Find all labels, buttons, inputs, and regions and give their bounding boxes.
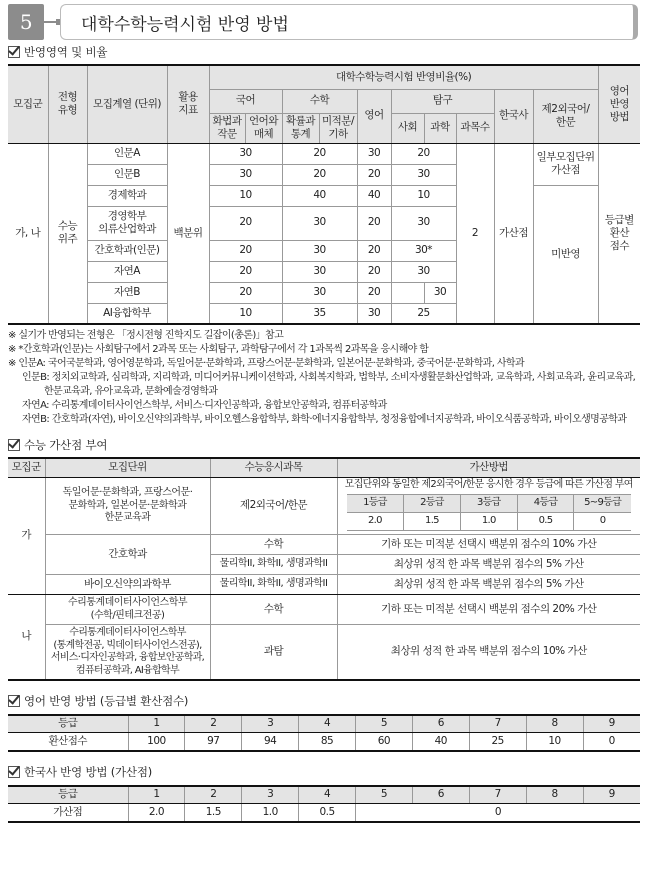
unit-cell: AI융합학부 (87, 303, 167, 324)
score-cell: 25 (469, 732, 526, 751)
count-cell: 2 (456, 143, 494, 324)
english-cell: 20 (357, 261, 391, 282)
grade-header: 8 (526, 786, 583, 803)
score-cell: 40 (412, 732, 469, 751)
note: 인문B: 정치외교학과, 심리학과, 지리학과, 미디어커뮤니케이션학과, 사회복지학과, 법학부, 소비자생활문화산업학과, 교육학과, 사회교육과, 윤리교육과, (22, 372, 636, 383)
bonus-table (8, 457, 640, 681)
checkbox-icon (8, 695, 20, 707)
unit-cell: 수리통계데이터사이언스학부 (수학/핀테크전공) (45, 595, 210, 625)
english-cell: 30 (357, 143, 391, 164)
foreign-cell-b: 미반영 (533, 185, 598, 324)
method-text: 모집단위와 동일한 제2외국어/한문 응시한 경우 등급에 따른 가산점 부여 (344, 478, 633, 490)
science-cell: 30 (424, 282, 456, 303)
index-cell: 백분위 (167, 143, 209, 324)
korean-cell: 20 (209, 206, 282, 240)
note: ※ 인문A: 국어국문학과, 영어영문학과, 독일어문·문화학과, 프랑스어문·문화학과, 일본어문·문화학과, 중국어문·문화학과, 사학과 (8, 358, 525, 369)
header-index: 활용 지표 (167, 65, 209, 143)
grade-header: 8 (526, 715, 583, 732)
math-cell: 30 (282, 282, 357, 303)
method-cell: 기하 또는 미적분 선택시 백분위 점수의 10% 가산 (337, 535, 640, 555)
eng-method-cell: 등급별 환산 점수 (598, 143, 640, 324)
section-label: 한국사 반영 방법 (가산점) (24, 765, 153, 779)
unit-cell: 자연B (87, 282, 167, 303)
score-cell: 97 (185, 732, 242, 751)
section-heading-ratio (8, 44, 640, 60)
subject-cell: 수학 (210, 595, 337, 625)
math-cell: 30 (282, 206, 357, 240)
history-score-table (8, 785, 640, 823)
table-row (8, 143, 640, 164)
note: ※ *간호학과(인문)는 사회탐구에서 2과목 또는 사회탐구, 과학탐구에서 각 1과목씩 2과목을 응시해야 함 (8, 344, 429, 355)
note: ※ 실기가 반영되는 전형은 「정시전형 진학지도 길잡이(총론)」참고 (8, 330, 284, 341)
grade-point: 0.5 (517, 513, 574, 531)
subject-cell: 물리학II, 화학II, 생명과학II (210, 575, 337, 595)
type-cell: 수능 위주 (48, 143, 87, 324)
section-number: 5 (8, 4, 44, 40)
grade-header: 7 (469, 715, 526, 732)
grade-header: 2 (185, 786, 242, 803)
unit-cell: 간호학과(인문) (87, 240, 167, 261)
checkbox-icon (8, 46, 20, 58)
korean-cell: 20 (209, 240, 282, 261)
score-cell: 94 (242, 732, 299, 751)
note: 한문교육과, 유아교육과, 문화예술경영학과 (44, 386, 218, 397)
grade-header: 3등급 (460, 495, 517, 513)
header-math: 수학 (282, 89, 357, 113)
grade-header: 4 (299, 786, 356, 803)
grade-header: 5~9등급 (574, 495, 631, 513)
method-cell: 최상위 성적 한 과목 백분위 점수의 5% 가산 (337, 575, 640, 595)
math-cell: 35 (282, 303, 357, 324)
header-field: 모집계열 (단위) (87, 65, 167, 143)
score-cell: 1.0 (242, 803, 299, 822)
header-kor2: 언어와 매체 (245, 113, 282, 143)
section-title-bar (8, 4, 638, 40)
checkbox-icon (8, 439, 20, 451)
header-korean: 국어 (209, 89, 282, 113)
score-cell: 1.5 (185, 803, 242, 822)
korean-cell: 10 (209, 185, 282, 206)
header-subject: 수능응시과목 (210, 458, 337, 477)
score-cell: 0 (583, 732, 640, 751)
method-cell: 최상위 성적 한 과목 백분위 점수의 5% 가산 (337, 555, 640, 575)
table-row (8, 625, 640, 681)
grade-point: 1.5 (404, 513, 461, 531)
table-row (8, 185, 640, 206)
section-label: 수능 가산점 부여 (24, 438, 108, 452)
inquiry-cell: 30 (391, 261, 456, 282)
grade-header: 5 (356, 715, 413, 732)
grade-label: 등급 (8, 786, 128, 803)
subject-cell: 수학 (210, 535, 337, 555)
english-cell: 40 (357, 185, 391, 206)
inquiry-cell: 30 (391, 164, 456, 185)
subject-cell: 제2외국어/한문 (210, 477, 337, 535)
grade-header: 6 (412, 786, 469, 803)
english-cell: 20 (357, 206, 391, 240)
unit-cell: 바이오신약의과학부 (45, 575, 210, 595)
method-cell: 기하 또는 미적분 선택시 백분위 점수의 20% 가산 (337, 595, 640, 625)
page-title: 대학수학능력시험 반영 방법 (60, 4, 638, 40)
note: 자연B: 간호학과(자연), 바이오신약의과학부, 바이오헬스융합학부, 화학·에너지융합학부, 청정융합에너지공학과, 바이오식품공학과, 바이오생명공학과 (22, 414, 627, 425)
korean-cell: 10 (209, 303, 282, 324)
unit-cell: 경제학과 (87, 185, 167, 206)
english-cell: 30 (357, 303, 391, 324)
english-score-table (8, 714, 640, 752)
grade-header: 2 (185, 715, 242, 732)
header-foreign: 제2외국어/ 한문 (533, 89, 598, 143)
header-inquiry: 탐구 (391, 89, 494, 113)
header-ratio: 대학수학능력시험 반영비율(%) (209, 65, 598, 89)
korean-cell: 20 (209, 282, 282, 303)
english-cell: 20 (357, 164, 391, 185)
ratio-table (8, 64, 640, 325)
header-method: 가산방법 (337, 458, 640, 477)
note: 자연A: 수리통계데이터사이언스학부, 서비스·디자인공학과, 융합보안공학과, 컴퓨터공학과 (22, 400, 387, 411)
score-cell: 100 (128, 732, 185, 751)
grade-header: 4 (299, 715, 356, 732)
grade-header: 9 (583, 715, 640, 732)
section-heading-history (8, 764, 640, 780)
group-cell: 가 (8, 477, 45, 595)
section-label: 반영영역 및 비율 (24, 45, 108, 59)
checkbox-icon (8, 766, 20, 778)
table-row (8, 477, 640, 535)
grade-header: 3 (242, 786, 299, 803)
header-science: 과학 (424, 113, 456, 143)
unit-cell: 자연A (87, 261, 167, 282)
header-type: 전형 유형 (48, 65, 87, 143)
unit-cell: 독일어문·문화학과, 프랑스어문·문화학과, 일본어문·문화학과 한문교육과 (45, 477, 210, 535)
unit-cell: 경영학부 의류산업학과 (87, 206, 167, 240)
inquiry-cell: 20 (391, 143, 456, 164)
group-cell: 가, 나 (8, 143, 48, 324)
subject-cell: 과탐 (210, 625, 337, 681)
grade-point: 2.0 (347, 513, 404, 531)
korean-cell: 30 (209, 143, 282, 164)
korean-cell: 30 (209, 164, 282, 185)
header-english: 영어 (357, 89, 391, 143)
score-cell: 85 (299, 732, 356, 751)
score-cell: 60 (356, 732, 413, 751)
grade-label: 등급 (8, 715, 128, 732)
korean-cell: 20 (209, 261, 282, 282)
row-label: 환산점수 (8, 732, 128, 751)
score-cell: 10 (526, 732, 583, 751)
grade-point: 1.0 (460, 513, 517, 531)
section-heading-bonus (8, 437, 640, 453)
method-cell: 최상위 성적 한 과목 백분위 점수의 10% 가산 (337, 625, 640, 681)
unit-cell: 간호학과 (45, 535, 210, 575)
math-cell: 40 (282, 185, 357, 206)
unit-cell: 인문B (87, 164, 167, 185)
grade-header: 6 (412, 715, 469, 732)
grade-point: 0 (574, 513, 631, 531)
grade-header: 2등급 (404, 495, 461, 513)
table-row (8, 595, 640, 625)
score-cell: 0.5 (299, 803, 356, 822)
notes (8, 329, 640, 427)
score-cell-rest: 0 (356, 803, 641, 822)
grade-header: 5 (356, 786, 413, 803)
header-math1: 확률과 통계 (282, 113, 319, 143)
math-cell: 30 (282, 261, 357, 282)
grade-header: 4등급 (517, 495, 574, 513)
method-cell (337, 477, 640, 535)
unit-cell: 수리통계데이터사이언스학부 (통계학전공, 빅데이터사이언스전공), 서비스·디자인공학과, 융합보안공학과, 컴퓨터공학과, AI융합학부 (45, 625, 210, 681)
math-cell: 30 (282, 240, 357, 261)
grade-header: 1등급 (347, 495, 404, 513)
header-group: 모집군 (8, 458, 45, 477)
inquiry-cell: 10 (391, 185, 456, 206)
inquiry-cell: 30* (391, 240, 456, 261)
header-kor1: 화법과 작문 (209, 113, 245, 143)
english-cell: 20 (357, 282, 391, 303)
grade-header: 9 (583, 786, 640, 803)
group-cell: 나 (8, 595, 45, 681)
table-row (8, 535, 640, 555)
grade-header: 3 (242, 715, 299, 732)
math-cell: 20 (282, 143, 357, 164)
inquiry-cell: 30 (391, 206, 456, 240)
grade-header: 1 (128, 715, 185, 732)
connector (44, 21, 58, 23)
grade-bonus-table (347, 494, 631, 531)
grade-header: 7 (469, 786, 526, 803)
section-label: 영어 반영 방법 (등급별 환산점수) (24, 694, 189, 708)
header-group: 모집군 (8, 65, 48, 143)
social-cell-empty (391, 282, 424, 303)
score-cell: 2.0 (128, 803, 185, 822)
header-history: 한국사 (494, 89, 533, 143)
history-cell: 가산점 (494, 143, 533, 324)
foreign-cell-a: 일부모집단위 가산점 (533, 143, 598, 185)
header-social: 사회 (391, 113, 424, 143)
header-count: 과목수 (456, 113, 494, 143)
inquiry-cell: 25 (391, 303, 456, 324)
table-row (8, 575, 640, 595)
header-unit: 모집단위 (45, 458, 210, 477)
grade-header: 1 (128, 786, 185, 803)
header-eng-method: 영어 반영 방법 (598, 65, 640, 143)
subject-cell: 물리학II, 화학II, 생명과학II (210, 555, 337, 575)
header-math2: 미적분/ 기하 (319, 113, 357, 143)
math-cell: 20 (282, 164, 357, 185)
english-cell: 20 (357, 240, 391, 261)
section-heading-english (8, 693, 640, 709)
row-label: 가산점 (8, 803, 128, 822)
unit-cell: 인문A (87, 143, 167, 164)
